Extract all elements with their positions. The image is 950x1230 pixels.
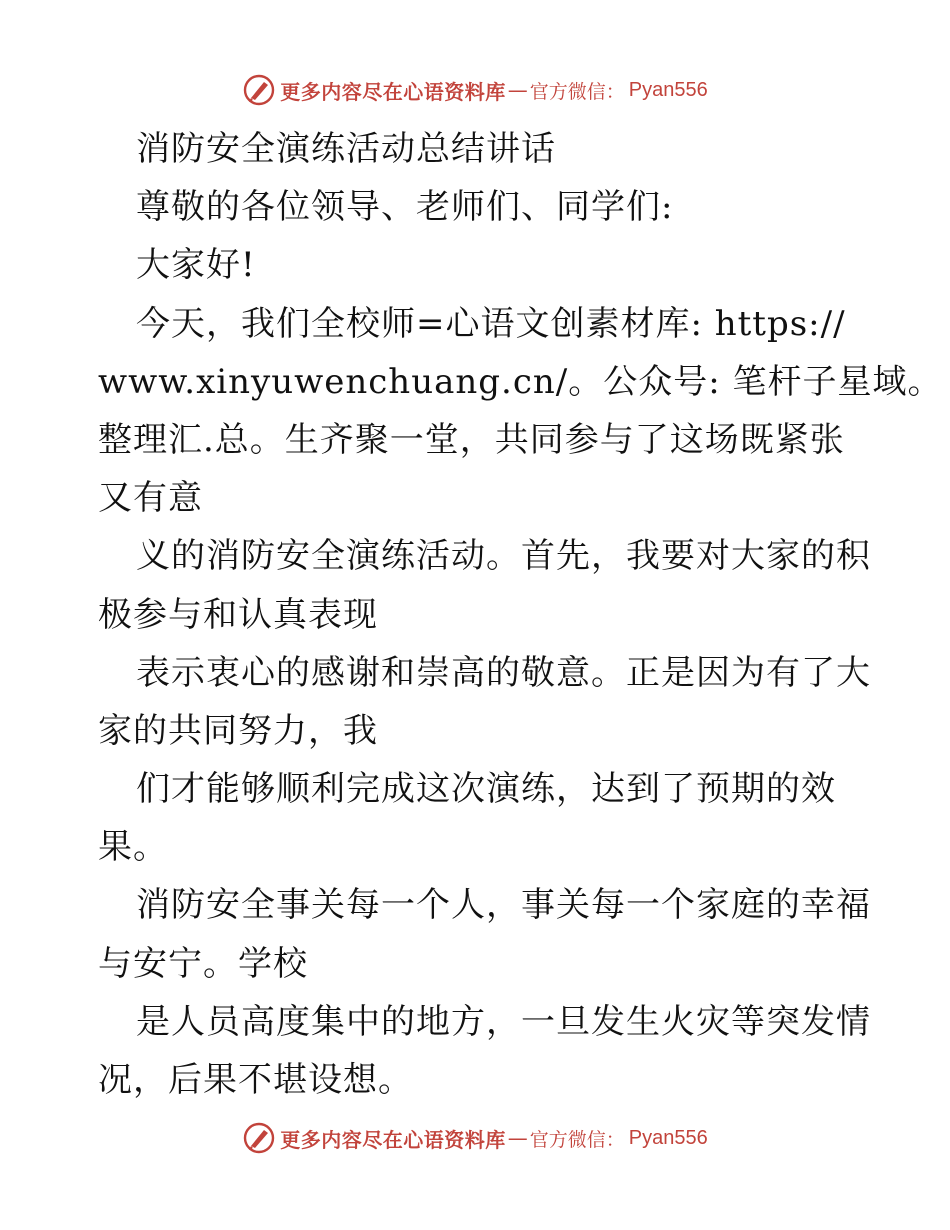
quill-pen-logo-icon — [242, 1121, 276, 1155]
banner-separator: — — [507, 1126, 528, 1150]
document-salutation: 尊敬的各位领导、老师们、同学们: — [136, 187, 674, 228]
paragraph-line: 今天，我们全校师=心语文创素材库: https:// — [136, 303, 846, 344]
banner-wechat-label: 官方微信： — [529, 1128, 625, 1151]
paragraph-line: 消防安全事关每一个人，事关每一个家庭的幸福 — [136, 885, 871, 926]
paragraph-line: 表示衷心的感谢和崇高的敬意。正是因为有了大 — [136, 652, 871, 693]
document-greeting: 大家好! — [136, 245, 256, 286]
banner-wechat-id: Pyan556 — [628, 78, 708, 101]
paragraph-line: 家的共同努力，我 — [98, 710, 378, 751]
paragraph-line: www.xinyuwenchuang.cn/。公众号: 笔杆子星域。 — [98, 361, 943, 402]
paragraph-line: 果。 — [98, 827, 168, 868]
paragraph-line: 与安宁。学校 — [98, 943, 308, 984]
quill-pen-logo-icon — [242, 73, 276, 107]
paragraph-line: 极参与和认真表现 — [98, 594, 378, 635]
banner-wechat-id: Pyan556 — [628, 1126, 708, 1149]
banner-wechat-label: 官方微信： — [529, 80, 625, 103]
paragraph-line: 整理汇.总。生齐聚一堂，共同参与了这场既紧张 — [98, 419, 845, 460]
banner-text: 更多内容尽在心语资料库 — [280, 1127, 506, 1152]
paragraph-line: 又有意 — [98, 478, 203, 519]
document-title: 消防安全演练活动总结讲话 — [136, 129, 556, 169]
paragraph-line: 义的消防安全演练活动。首先，我要对大家的积 — [136, 536, 871, 577]
footer-banner — [0, 1118, 950, 1158]
paragraph-line: 们才能够顺利完成这次演练，达到了预期的效 — [136, 769, 836, 810]
document-body — [98, 120, 943, 1109]
paragraph-line: 况，后果不堪设想。 — [98, 1060, 413, 1100]
banner-text: 更多内容尽在心语资料库 — [280, 79, 506, 104]
paragraph-line: 是人员高度集中的地方，一旦发生火灾等突发情 — [136, 1001, 871, 1042]
header-banner — [0, 70, 950, 110]
banner-separator: — — [507, 78, 528, 102]
